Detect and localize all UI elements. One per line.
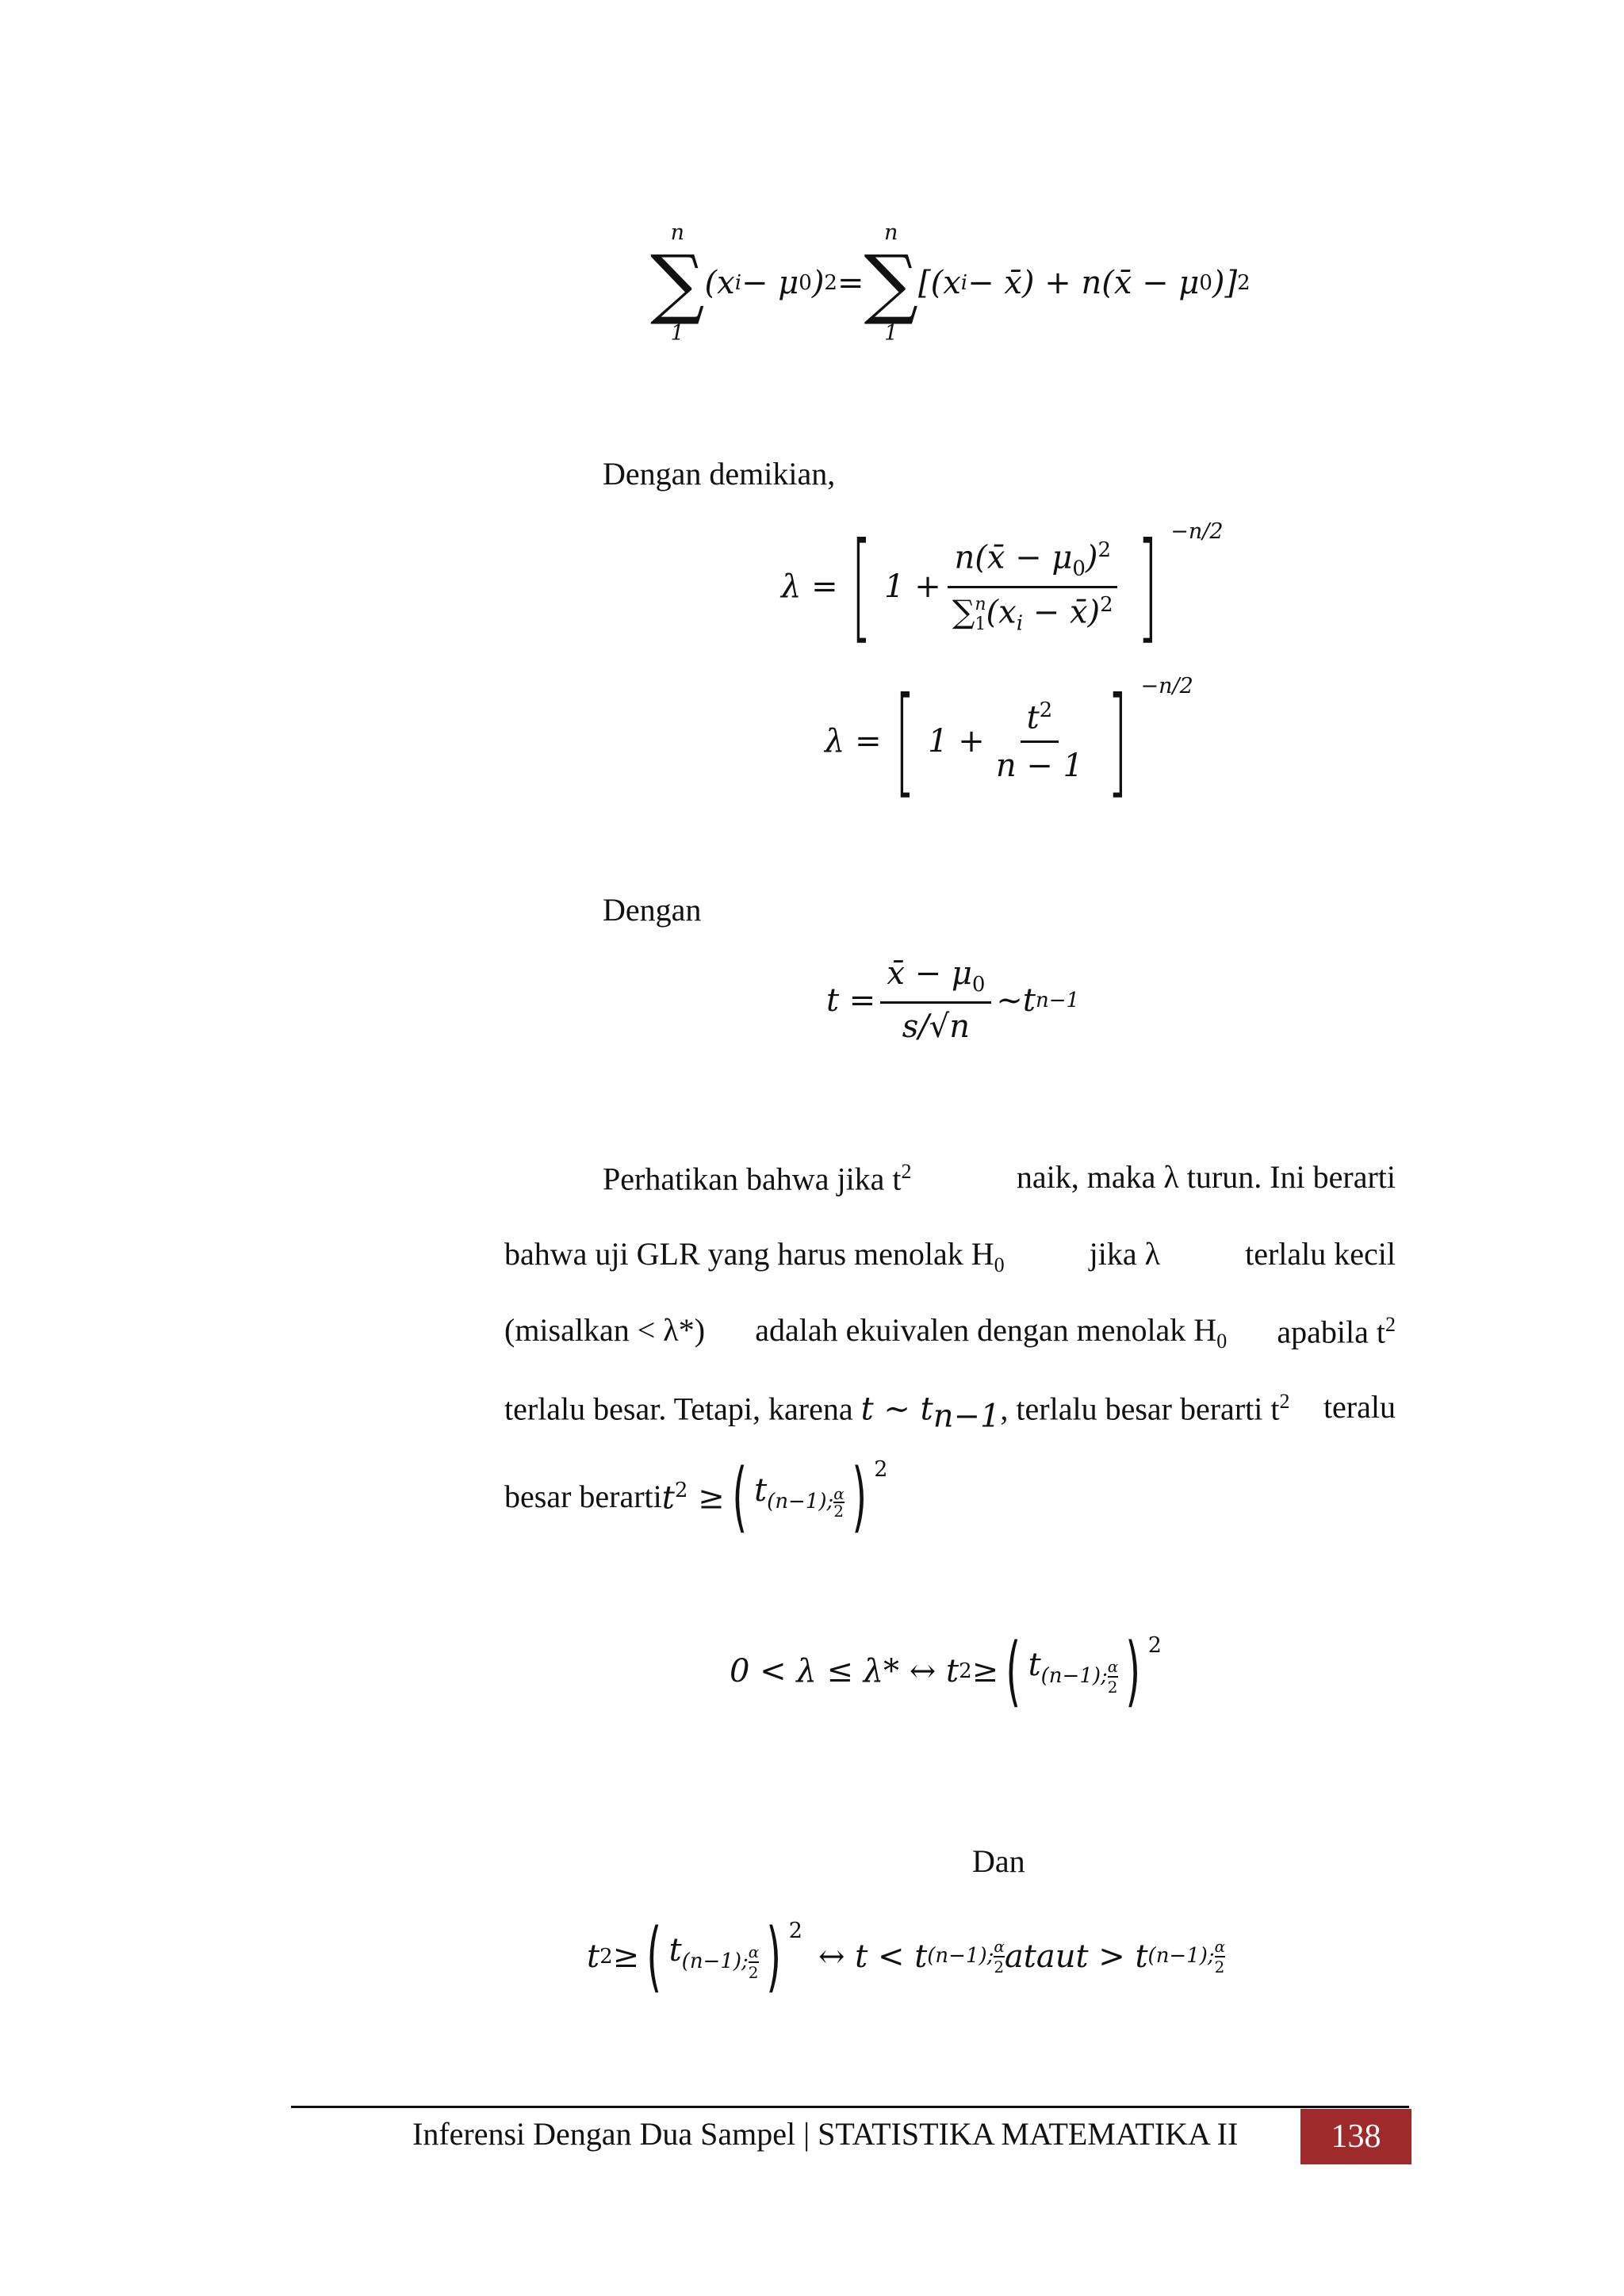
two: 2 <box>1107 1677 1118 1697</box>
line4-a: terlalu besar. Tetapi, karena <box>504 1391 861 1427</box>
close-paren: ) <box>811 265 825 301</box>
fraction <box>880 955 991 1045</box>
mu-term: − μ <box>741 265 799 301</box>
line1-b: naik, maka λ turun. Ini berarti <box>1016 1159 1396 1195</box>
t: t <box>668 1931 682 1969</box>
text-dengan: Dengan <box>603 892 702 928</box>
one-plus: 1 + <box>884 568 941 605</box>
sigma-symbol: ∑ <box>864 239 919 327</box>
t-critical <box>754 1472 845 1521</box>
dist-sub: n−1 <box>1035 988 1080 1012</box>
alpha: α <box>748 1942 760 1961</box>
sup2: 2 <box>1039 698 1053 722</box>
square: 2 <box>824 271 837 295</box>
rhs-mid: − x̄) + n(x̄ − μ <box>967 265 1200 301</box>
alpha: α <box>1214 1937 1226 1956</box>
den-sup: n <box>975 594 986 614</box>
den-rest2: − x̄) <box>1023 593 1101 630</box>
right-bracket: ] <box>1136 518 1159 656</box>
two: 2 <box>748 1962 759 1982</box>
t-eq: t = <box>826 982 876 1019</box>
sub0: 0 <box>994 1253 1005 1276</box>
equation-equivalence <box>730 1627 1162 1716</box>
subscript-0: 0 <box>1199 271 1212 295</box>
numerator <box>948 538 1117 587</box>
den-sum: ∑ <box>952 593 975 630</box>
alpha: α <box>1107 1656 1119 1676</box>
line3-b: adalah ekuivalen dengan menolak H <box>755 1312 1217 1348</box>
outer-square: 2 <box>788 1919 802 1943</box>
right-paren: ) <box>766 1912 782 2001</box>
gt: t > t <box>1075 1938 1148 1975</box>
t: t <box>661 1479 675 1517</box>
left-side: 0 < λ ≤ λ* ↔ t <box>730 1653 959 1689</box>
sum-lower-limit: 1 <box>884 321 898 346</box>
sup2: 2 <box>901 1160 912 1183</box>
paragraph-line-2 <box>504 1238 1396 1276</box>
subscript-0: 0 <box>799 271 812 295</box>
t-squared <box>661 1478 725 1517</box>
left-paren: ( <box>732 1452 747 1541</box>
subscript-i: i <box>734 271 742 295</box>
num-text: n(x̄ − μ <box>954 539 1073 576</box>
sup2: 2 <box>1279 1390 1290 1413</box>
num-close: ) <box>1085 539 1098 576</box>
sub: (n−1); <box>1040 1663 1108 1688</box>
sup2: 2 <box>674 1478 688 1502</box>
page-number: 138 <box>1300 2109 1411 2164</box>
left-bracket: [ <box>894 672 916 810</box>
num-t: t <box>1026 699 1040 737</box>
sub: (n−1); <box>1147 1944 1215 1968</box>
den-rest: (x <box>986 593 1017 630</box>
geq: ≥ <box>688 1479 725 1517</box>
outer-square: 2 <box>1147 1633 1162 1658</box>
lhs-term: (x <box>704 265 735 301</box>
sum-lower-limit: 1 <box>670 321 684 346</box>
atau: atau <box>1004 1938 1076 1975</box>
right-paren: ) <box>1125 1627 1141 1716</box>
geq: ≥ <box>971 1653 999 1689</box>
line5: besar berarti <box>504 1479 662 1514</box>
one-plus: 1 + <box>928 723 985 760</box>
sub0: 0 <box>1072 557 1086 581</box>
subscript-i: i <box>960 271 968 295</box>
sup2: 2 <box>1100 592 1113 617</box>
exponent: −n/2 <box>1170 519 1224 544</box>
fraction <box>990 698 1090 784</box>
sup2: 2 <box>1097 538 1112 563</box>
sum-upper-limit: n <box>884 220 898 245</box>
t-critical <box>669 1932 760 1982</box>
line3-a: (misalkan < λ*) <box>504 1312 706 1348</box>
sub: (n−1); <box>927 1944 994 1968</box>
two: 2 <box>833 1502 845 1521</box>
t: t <box>754 1472 768 1509</box>
right-bracket: ] <box>1107 672 1128 810</box>
square: 2 <box>1237 271 1251 295</box>
equation-two-sided <box>587 1912 1226 2001</box>
outer-square: 2 <box>874 1457 888 1482</box>
sup2: 2 <box>1385 1313 1396 1336</box>
paragraph-line-5 <box>504 1452 888 1541</box>
left-paren: ( <box>1005 1627 1021 1716</box>
denominator <box>946 588 1120 635</box>
equation-t-statistic <box>826 955 1079 1045</box>
sub0: 0 <box>971 973 986 997</box>
lambda-eq: λ = <box>825 723 882 760</box>
sub: (n−1); <box>767 1490 834 1513</box>
line2-c: terlalu kecil <box>1245 1236 1396 1272</box>
numerator <box>880 955 991 1004</box>
line1-a: Perhatikan bahwa jika t <box>603 1161 902 1197</box>
t: t <box>587 1938 600 1975</box>
exponent: −n/2 <box>1140 674 1193 698</box>
t-critical <box>1028 1647 1119 1697</box>
two: 2 <box>994 1957 1005 1976</box>
equals: = <box>837 265 864 301</box>
equation-lambda-2 <box>825 672 1193 810</box>
left-paren: ( <box>646 1912 662 2001</box>
equation-sum-decomposition <box>650 220 1251 346</box>
t: t <box>1028 1646 1041 1683</box>
sub: (n−1); <box>681 1949 749 1973</box>
text-dengan-demikian: Dengan demikian, <box>603 456 836 492</box>
den-sub: 1 <box>975 614 986 634</box>
paragraph-line-3 <box>504 1314 1396 1352</box>
dist-sub: n−1 <box>933 1398 1001 1435</box>
alpha: α <box>833 1484 845 1503</box>
sum-upper-limit: n <box>670 220 684 245</box>
sigma-symbol: ∑ <box>650 239 705 327</box>
mid: ↔ t < t <box>818 1938 928 1975</box>
num-text: x̄ − μ <box>887 955 972 992</box>
denominator: s/√n <box>902 1008 970 1045</box>
text-dan: Dan <box>972 1843 1025 1879</box>
geq: ≥ <box>612 1938 640 1975</box>
equation-lambda-1 <box>781 518 1224 656</box>
sup2: 2 <box>599 1945 613 1969</box>
fraction <box>946 538 1120 635</box>
footer-running-title: Inferensi Dengan Dua Sampel | STATISTIKA MATEMATIKA II <box>412 2116 1239 2152</box>
distribution: ~t <box>996 982 1036 1019</box>
two: 2 <box>1214 1957 1225 1976</box>
line4-c: teralu <box>1323 1389 1396 1425</box>
sup2: 2 <box>959 1659 972 1683</box>
paragraph-line-4 <box>504 1389 1396 1435</box>
footer-rule <box>291 2106 1409 2108</box>
line2-b: jika λ <box>1089 1236 1161 1272</box>
line4-b: , terlalu besar berarti t <box>1000 1391 1280 1427</box>
lambda-eq: λ = <box>781 568 838 605</box>
left-bracket: [ <box>850 518 872 656</box>
denominator: n − 1 <box>995 748 1083 785</box>
t-dist: t ∼ t <box>860 1391 933 1428</box>
line2-a: bahwa uji GLR yang harus menolak H <box>504 1236 994 1272</box>
sub0: 0 <box>1216 1330 1228 1353</box>
numerator <box>1021 698 1059 743</box>
subscript-i: i <box>1016 610 1024 635</box>
rhs-close: )] <box>1212 265 1238 301</box>
right-paren: ) <box>852 1452 867 1541</box>
line3-c: apabila t <box>1277 1314 1385 1350</box>
alpha: α <box>994 1937 1005 1956</box>
paragraph-line-1 <box>603 1161 1396 1195</box>
rhs-open: [(x <box>918 265 961 301</box>
